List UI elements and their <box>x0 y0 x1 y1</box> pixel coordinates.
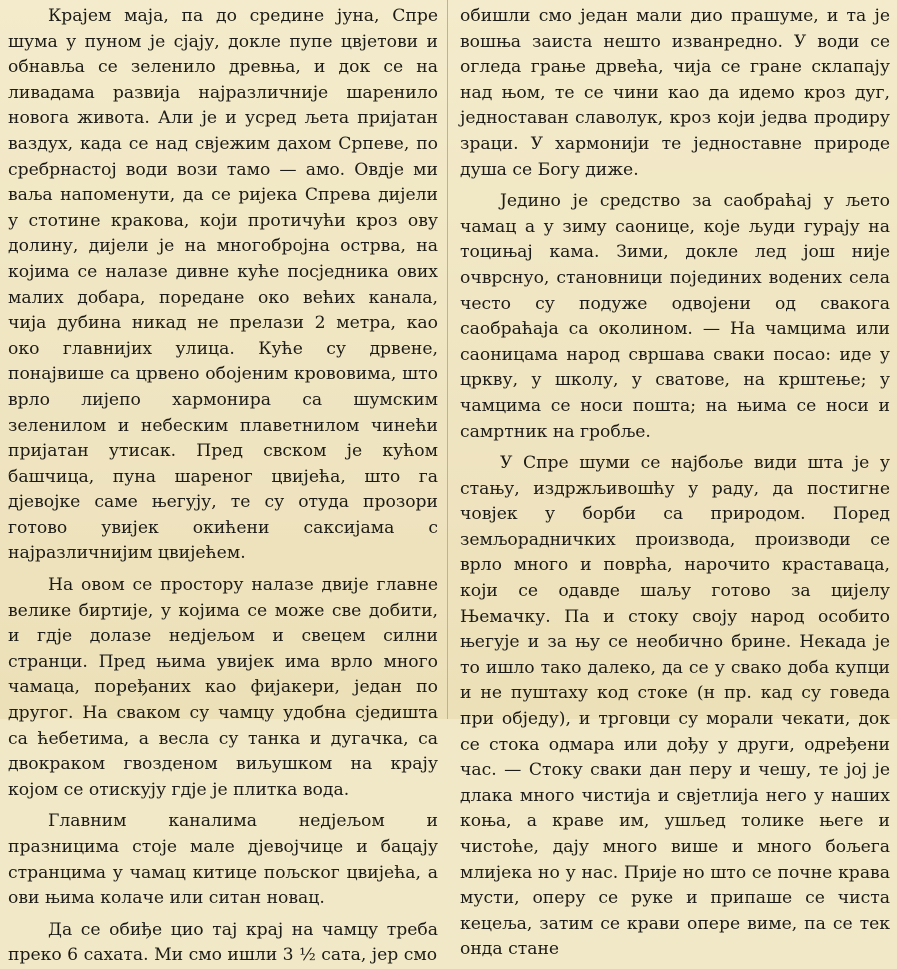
column-divider <box>447 0 448 719</box>
paragraph: Да се обиђе цио тај крај на чамцу треба преко 6 сахата. Ми смо ишли 3 ½ сата, јер смо <box>8 919 438 966</box>
paragraph: Једино је средство за саобраћај у љето чамац а у зиму саонице, које људи гурају на тоцињај кама. Зими, докле лед још није очврснуо, становници појединих водених села често су подуже одвојени од свакога саобраћаја са околином. — На чамцима или саоницама народ свршава сваки посао: иде у цркву, у школу, у сватове, на крштење; у чамцима се носи пошта; на њима се носи и самртник на гробље. <box>460 191 890 442</box>
right-column <box>460 4 890 960</box>
left-column <box>8 4 438 966</box>
paragraph: У Спре шуми се најбоље види шта је у стању, издржљивошћу у раду, да постигне човјек у борби са природом. Поред земљорадничких производа, производи се врло много и поврћа, нарочито краставаца, који се одавде шаљу готово за цијелу Њемачку. Па и стоку своју народ особито његује и за њу се необично брине. Некада је то ишло тако далеко, да се у свако доба купци и не пуштаху код стоке (н пр. кад су говеда при обједу), и трговци су морали чекати, док се стока одмара или дођу у други, одређени час. — Стоку сваки дан перу и чешу, те јој је длака много чистија и свјетлија него у наших коња, а краве им, ушљед толике његе и чистоће, дају много више и много бољега млијека но у нас. Прије но што се почне крава мусти, оперу се руке и припаше се чиста кецеља, затим се крави опере виме, па се тек онда стане <box>460 453 890 960</box>
paragraph: На овом се простору налазе двије главне велике биртије, у којима се може све добити, и гдје долазе недјељом и свецем силни странци. Пред њима увијек има врло много чамаца, поређаних као фијакери, један по другог. На сваком су чамцу удобна сједишта са ћебетима, а весла су танка и дугачка, са двокраком гвозденом виљушком на крају којом се отискују гдје је плитка вода. <box>8 575 438 800</box>
paragraph: Главним каналима недјељом и празницима стоје мале дјевојчице и бацају странцима у чамац китице пољског цвијећа, а ови њима колаче или ситан новац. <box>8 811 438 909</box>
paragraph: обишли смо један мали дио прашуме, и та је вошња заиста нешто изванредно. У води се огледа грање дрвећа, чија се гране склапају над њом, те се чини као да идемо кроз дуг, једноставан славолук, кроз који једва продиру зраци. У хармонији те једноставне природе душа се Богу диже. <box>460 6 890 180</box>
paragraph: Крајем маја, па до средине јуна, Спре шума у пуном је сјају, докле пупе цвјетови и обнавља се зеленило древња, и док се на ливадама развија најразличније шаренило новога живота. Али је и усред љета пријатан ваздух, када се над свјежим дахом Српеве, по сребрнастој води вози тамо — амо. Овдје ми ваља напоменути, да се ријека Спрева дијели у стотине кракова, који протичући кроз ову долину, дијели је на многобројна острва, на којима се налазе дивне куће посједника ових малих добара, поредане око већих канала, чија дубина никад не прелази 2 метра, као око главнијих улица. Куће су дрвене, понајвише са црвено обојеним крововима, што врло лијепо хармонира са шумским зеленилом и небеским плаветнилом чинећи пријатан утисак. Пред свском је кућом башчица, пуна шареног цвијећа, што га дјевојке саме његују, те су отуда прозори готово увијек окићени саксијама с најразличнијим цвијећем. <box>8 6 438 564</box>
